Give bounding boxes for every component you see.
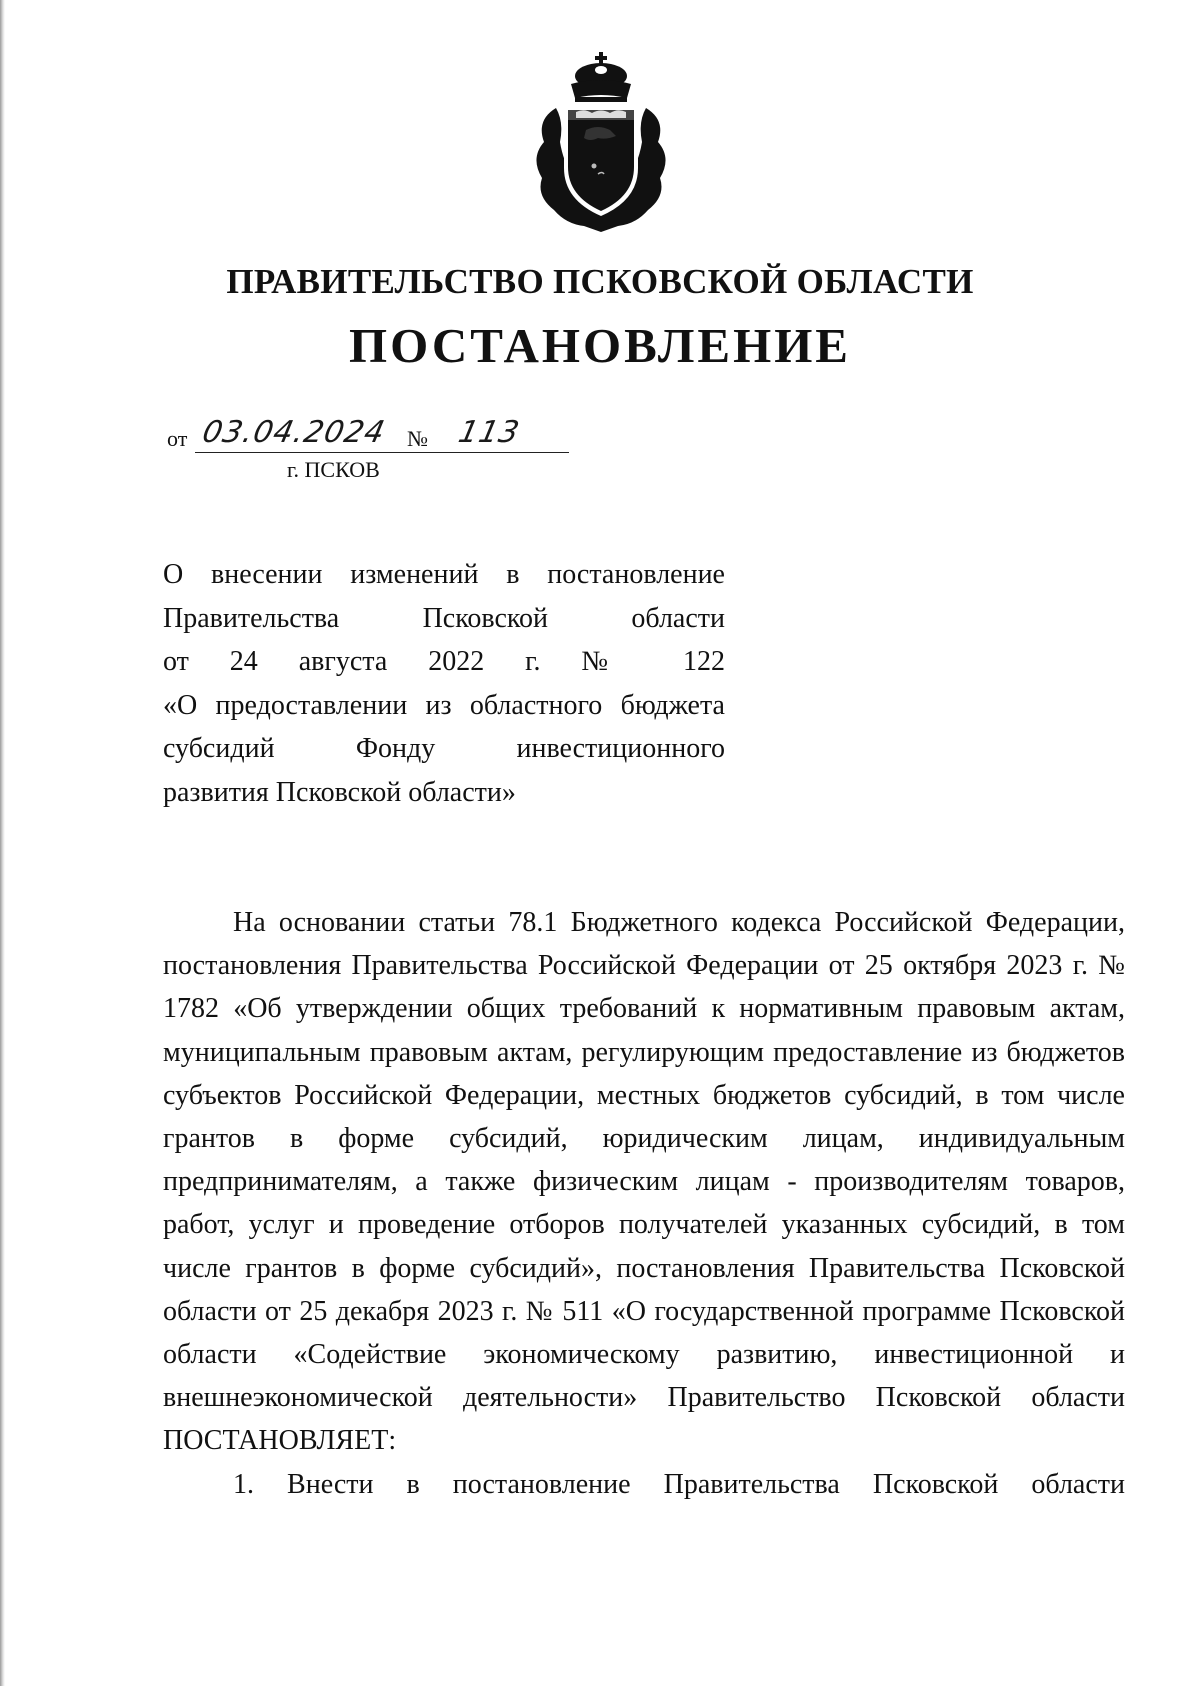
document-subject — [163, 553, 725, 814]
item-1-paragraph: 1. Внести в постановление Правительства Псковской области — [233, 1468, 1125, 1500]
preamble-paragraph: На основании статьи 78.1 Бюджетного кодекса Российской Федерации, постановления Правительства Российской Федерации от 25 октября 2023 г. № 1782 «Об утверждении общих требований к нормативным правовым актам, муниципальным правовым актам, регулирующим предоставление из бюджетов субъектов Российской Федерации, местных бюджетов субсидий, в том числе грантов в форме субсидий, юридическим лицам, индивидуальным предпринимателям, а также физическим лицам - производителям товаров, работ, услуг и проведение отборов получателей указанных субсидий, в том числе грантов в форме субсидий», постановления Правительства Псковской области от 25 декабря 2023 г. № 511 «О государственной программе Псковской области «Содействие экономическому развитию, инвестиционной и внешнеэкономической деятельности» Правительство Псковской области ПОСТАНОВЛЯЕТ: — [163, 907, 1125, 1457]
subject-line: «О предоставлении из областного бюджета — [163, 689, 725, 721]
handwritten-number: 113 — [455, 415, 523, 450]
document-body — [163, 901, 1125, 1506]
government-title: ПРАВИТЕЛЬСТВО ПСКОВСКОЙ ОБЛАСТИ — [226, 262, 974, 301]
subject-line: от 24 августа 2022 г. № 122 — [163, 646, 725, 677]
scan-edge — [0, 0, 5, 1686]
document-type-title: ПОСТАНОВЛЕНИЕ — [349, 318, 851, 373]
subject-line: О внесении изменений в постановление — [163, 559, 725, 590]
number-underline — [435, 452, 521, 453]
subject-line: субсидий Фонду инвестиционного — [163, 733, 725, 764]
subject-line: развития Псковской области» — [163, 776, 516, 808]
number-label: № — [407, 426, 428, 451]
handwritten-date: 03.04.2024 — [199, 415, 389, 450]
city-label: г. ПСКОВ — [287, 457, 380, 482]
from-label: от — [167, 426, 188, 451]
pskov-oblast-coat-of-arms-icon — [526, 50, 676, 234]
subject-line: Правительства Псковской области — [163, 602, 725, 634]
